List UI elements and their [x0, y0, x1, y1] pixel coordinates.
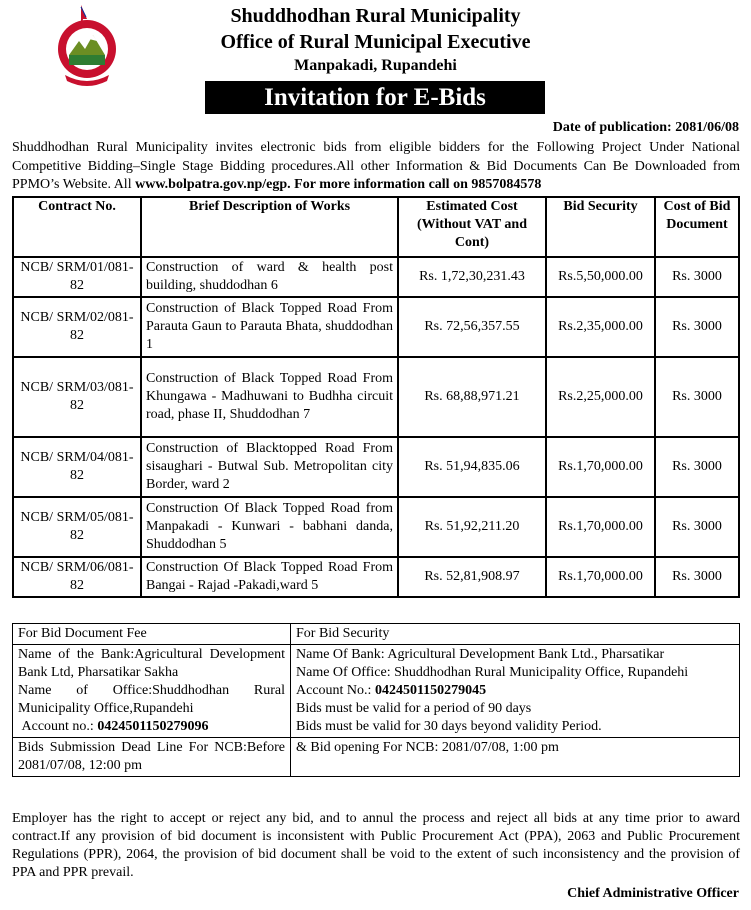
office-location: Manpakadi, Rupandehi	[294, 57, 457, 74]
bid-table	[12, 196, 740, 598]
fee-bank-name: Name of the Bank:Agricultural Development Bank Ltd, Pharsatikar Sakha	[18, 647, 285, 680]
bid-security: Rs.1,70,000.00	[546, 437, 655, 497]
contract-no: NCB/ SRM/02/081-82	[13, 297, 141, 357]
fee-account-number: 0424501150279096	[97, 719, 209, 734]
fee-account	[18, 718, 285, 736]
doc-cost: Rs. 3000	[655, 557, 739, 597]
table-row	[13, 257, 739, 297]
notice-title-banner: Invitation for E-Bids	[205, 81, 545, 114]
security-details	[291, 645, 740, 738]
bid-security: Rs.5,50,000.00	[546, 257, 655, 297]
table-row	[13, 357, 739, 437]
estimated-cost: Rs. 51,94,835.06	[398, 437, 546, 497]
security-office-name: Name Of Office: Shuddhodhan Rural Municipality Office, Rupandehi	[296, 665, 689, 680]
table-header-row	[13, 197, 739, 257]
estimated-cost: Rs. 68,88,971.21	[398, 357, 546, 437]
work-description: Construction Of Black Topped Road From Bangai - Rajad -Pakadi,ward 5	[141, 557, 398, 597]
header-doc-cost: Cost of Bid Document	[655, 197, 739, 257]
bid-security: Rs.2,25,000.00	[546, 357, 655, 437]
table-row	[13, 297, 739, 357]
estimated-cost: Rs. 1,72,30,231.43	[398, 257, 546, 297]
intro-paragraph	[12, 139, 740, 195]
header-bid-security: Bid Security	[546, 197, 655, 257]
publication-date: Date of publication: 2081/06/08	[552, 120, 739, 135]
terms-paragraph: Employer has the right to accept or reject any bid, and to annul the process and reject all bids at any time prior to award contract.If any provision of bid document is inconsistent with Public Procurement Act (PPA), 2063 and Public Procurement Regulations (PPR), 2064, the provision of bid document shall be void to the extent of such inconsistency and the provision of PPA and PPR prevail.	[12, 811, 740, 880]
bid-security: Rs.1,70,000.00	[546, 497, 655, 557]
security-bank-name: Name Of Bank: Agricultural Development Bank Ltd., Pharsatikar	[296, 647, 665, 662]
estimated-cost: Rs. 52,81,908.97	[398, 557, 546, 597]
contract-no: NCB/ SRM/03/081-82	[13, 357, 141, 437]
bid-security: Rs.1,70,000.00	[546, 557, 655, 597]
work-description: Construction of Black Topped Road From Khungawa - Madhuwani to Budhha circuit road, phase II, Shuddodhan 7	[141, 357, 398, 437]
estimated-cost: Rs. 51,92,211.20	[398, 497, 546, 557]
work-description: Construction of ward & health post building, shuddodhan 6	[141, 257, 398, 297]
bid-security: Rs.2,35,000.00	[546, 297, 655, 357]
security-account-number: 0424501150279045	[374, 683, 487, 698]
notice-header	[0, 0, 751, 120]
work-description: Construction of Blacktopped Road From sisaughari - Butwal Sub. Metropolitan city Border, ward 2	[141, 437, 398, 497]
signature-title: Chief Administrative Officer	[567, 886, 739, 901]
security-account-label: Account No.:	[296, 683, 375, 698]
doc-cost: Rs. 3000	[655, 257, 739, 297]
submission-deadline: Bids Submission Dead Line For NCB:Before 2081/07/08, 12:00 pm	[13, 738, 291, 777]
org-name: Shuddhodhan Rural Municipality	[230, 5, 521, 27]
table-row	[13, 437, 739, 497]
contract-no: NCB/ SRM/06/081-82	[13, 557, 141, 597]
intro-website-phone: www.bolpatra.gov.np/egp. For more information call on 9857084578	[135, 177, 542, 192]
fee-details	[13, 645, 291, 738]
payment-info-table	[12, 623, 740, 777]
security-account	[296, 682, 734, 700]
doc-cost: Rs. 3000	[655, 437, 739, 497]
table-row	[13, 557, 739, 597]
work-description: Construction of Black Topped Road From Parauta Gaun to Parauta Bhata, shuddodhan 1	[141, 297, 398, 357]
bid-validity-2: Bids must be valid for 30 days beyond validity Period.	[296, 719, 602, 734]
table-row	[13, 497, 739, 557]
header-estimated-cost: Estimated Cost (Without VAT and Cont)	[398, 197, 546, 257]
office-name: Office of Rural Municipal Executive	[220, 31, 531, 53]
fee-office-name: Name of Office:Shuddhodhan Rural Municipality Office,Rupandehi	[18, 683, 285, 716]
work-description: Construction Of Black Topped Road from Manpakadi - Kunwari - babhani danda, Shuddodhan 5	[141, 497, 398, 557]
contract-no: NCB/ SRM/05/081-82	[13, 497, 141, 557]
fee-account-label: Account no.:	[21, 719, 98, 734]
estimated-cost: Rs. 72,56,357.55	[398, 297, 546, 357]
header-contract-no: Contract No.	[13, 197, 141, 257]
bid-validity-1: Bids must be valid for a period of 90 days	[296, 701, 532, 716]
fee-section-title: For Bid Document Fee	[13, 624, 291, 645]
security-section-title: For Bid Security	[291, 624, 740, 645]
bid-opening: & Bid opening For NCB: 2081/07/08, 1:00 pm	[291, 738, 740, 777]
doc-cost: Rs. 3000	[655, 357, 739, 437]
doc-cost: Rs. 3000	[655, 297, 739, 357]
intro-text: Shuddhodhan Rural Municipality invites electronic bids from eligible bidders for the Following Project Under National Competitive Bidding–Single Stage Bidding procedures.All other Information & Bid Documents Can Be Downloaded from PPMO’s Website. All	[12, 140, 740, 192]
doc-cost: Rs. 3000	[655, 497, 739, 557]
header-description: Brief Description of Works	[141, 197, 398, 257]
contract-no: NCB/ SRM/01/081-82	[13, 257, 141, 297]
contract-no: NCB/ SRM/04/081-82	[13, 437, 141, 497]
